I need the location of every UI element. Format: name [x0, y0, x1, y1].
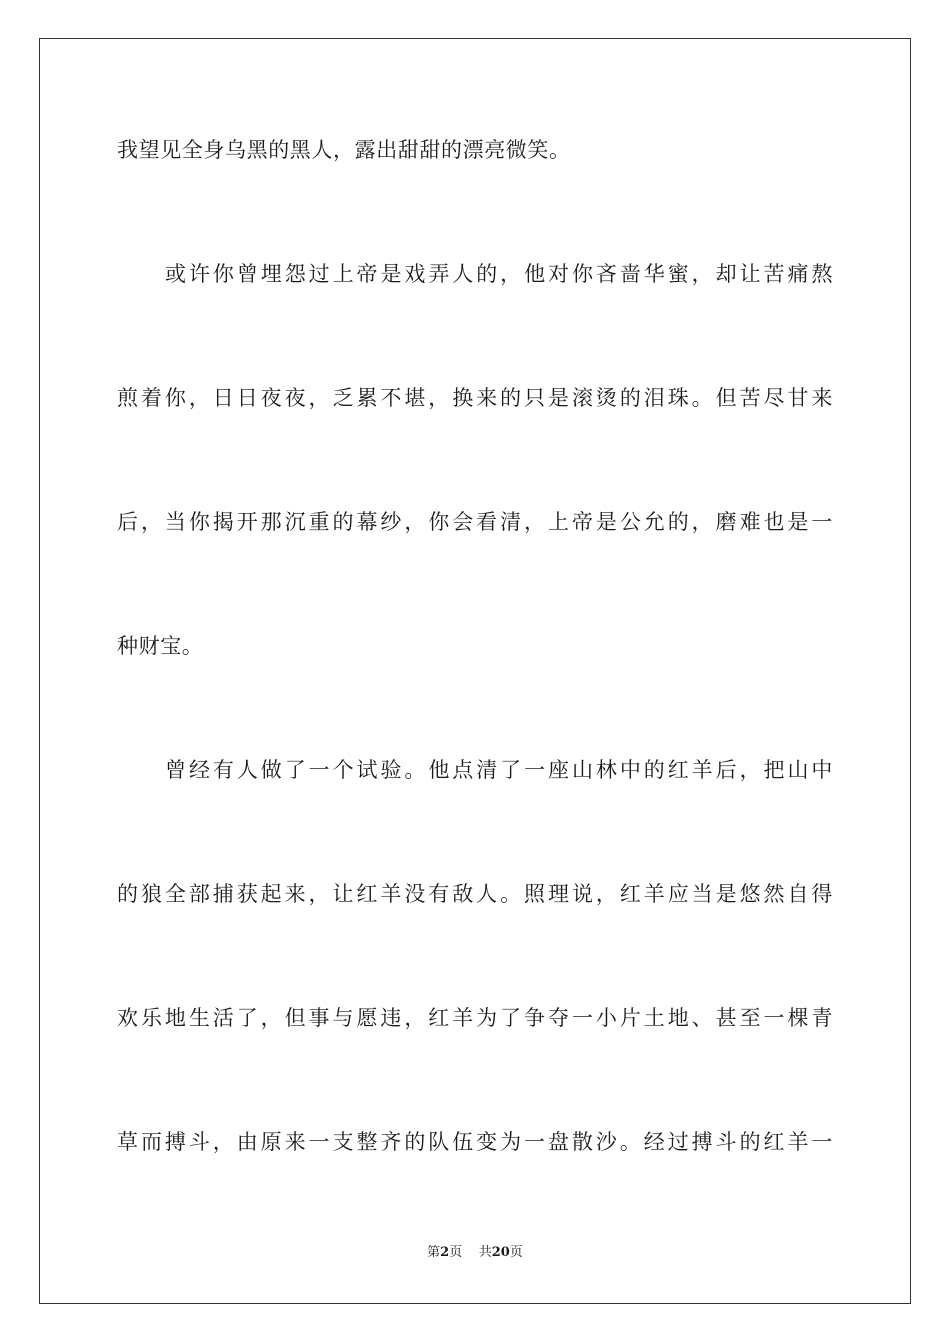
text-line-6: 曾经有人做了一个试验。他点清了一座山林中的红羊后，把山中	[165, 758, 833, 782]
text-line-9: 草而搏斗，由原来一支整齐的队伍变为一盘散沙。经过搏斗的红羊一	[117, 1130, 833, 1154]
total-prefix: 共	[478, 1245, 492, 1260]
page-suffix: 页	[449, 1245, 463, 1260]
page-footer	[0, 1244, 950, 1262]
text-line-1: 我望见全身乌黑的黑人，露出甜甜的漂亮微笑。	[117, 138, 571, 162]
total-pages: 20	[491, 1245, 510, 1260]
page-number: 2	[440, 1245, 450, 1260]
text-line-5: 种财宝。	[117, 634, 204, 658]
page-prefix: 第	[427, 1245, 441, 1260]
text-line-4: 后，当你揭开那沉重的幕纱，你会看清，上帝是公允的，磨难也是一	[117, 510, 833, 534]
page-border	[39, 38, 911, 1304]
text-line-8: 欢乐地生活了，但事与愿违，红羊为了争夺一小片土地、甚至一棵青	[117, 1006, 833, 1030]
text-line-7: 的狼全部捕获起来，让红羊没有敌人。照理说，红羊应当是悠然自得	[117, 882, 833, 906]
text-line-2: 或许你曾埋怨过上帝是戏弄人的，他对你吝啬华蜜，却让苦痛熬	[165, 262, 833, 286]
total-suffix: 页	[509, 1245, 523, 1260]
text-line-3: 煎着你，日日夜夜，乏累不堪，换来的只是滚烫的泪珠。但苦尽甘来	[117, 386, 833, 410]
